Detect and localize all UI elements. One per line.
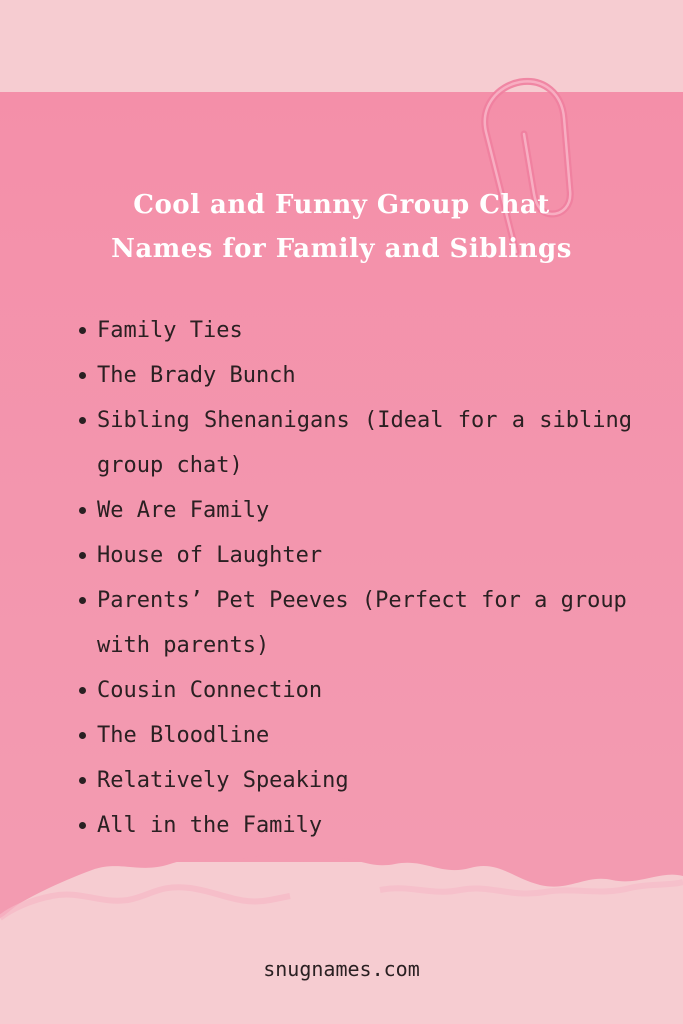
list-item [76, 758, 632, 803]
list-item-text: Sibling Shenanigans (Ideal for a sibling group chat) [97, 408, 632, 478]
list-item [76, 803, 632, 848]
list-item-text: Relatively Speaking [97, 768, 349, 793]
list-item-text: Cousin Connection [97, 678, 323, 703]
list-item [76, 488, 632, 533]
list-item [76, 713, 632, 758]
bullet-icon [79, 732, 86, 739]
bullet-icon [79, 372, 86, 379]
list-item [76, 668, 632, 713]
bullet-icon [79, 417, 86, 424]
title-line-2: Names for Family and Siblings [111, 234, 572, 265]
list-item-text: Parents’ Pet Peeves (Perfect for a group with parents) [97, 588, 627, 658]
list-item-text: The Bloodline [97, 723, 270, 748]
list-item [76, 398, 632, 488]
group-chat-name-list [76, 308, 632, 848]
list-item-text: Family Ties [97, 318, 243, 343]
list-item-text: We Are Family [97, 498, 270, 523]
bullet-icon [79, 507, 86, 514]
page-title [40, 183, 643, 271]
title-line-1: Cool and Funny Group Chat [133, 190, 550, 221]
list-item-text: The Brady Bunch [97, 363, 296, 388]
list-item-text: All in the Family [97, 813, 323, 838]
bullet-icon [79, 597, 86, 604]
list-item-text: House of Laughter [97, 543, 323, 568]
bullet-icon [79, 327, 86, 334]
bullet-icon [79, 687, 86, 694]
bullet-icon [79, 777, 86, 784]
list-item [76, 308, 632, 353]
bullet-icon [79, 822, 86, 829]
site-credit: snugnames.com [263, 957, 420, 981]
list-item [76, 578, 632, 668]
list-item [76, 353, 632, 398]
list-item [76, 533, 632, 578]
bullet-icon [79, 552, 86, 559]
